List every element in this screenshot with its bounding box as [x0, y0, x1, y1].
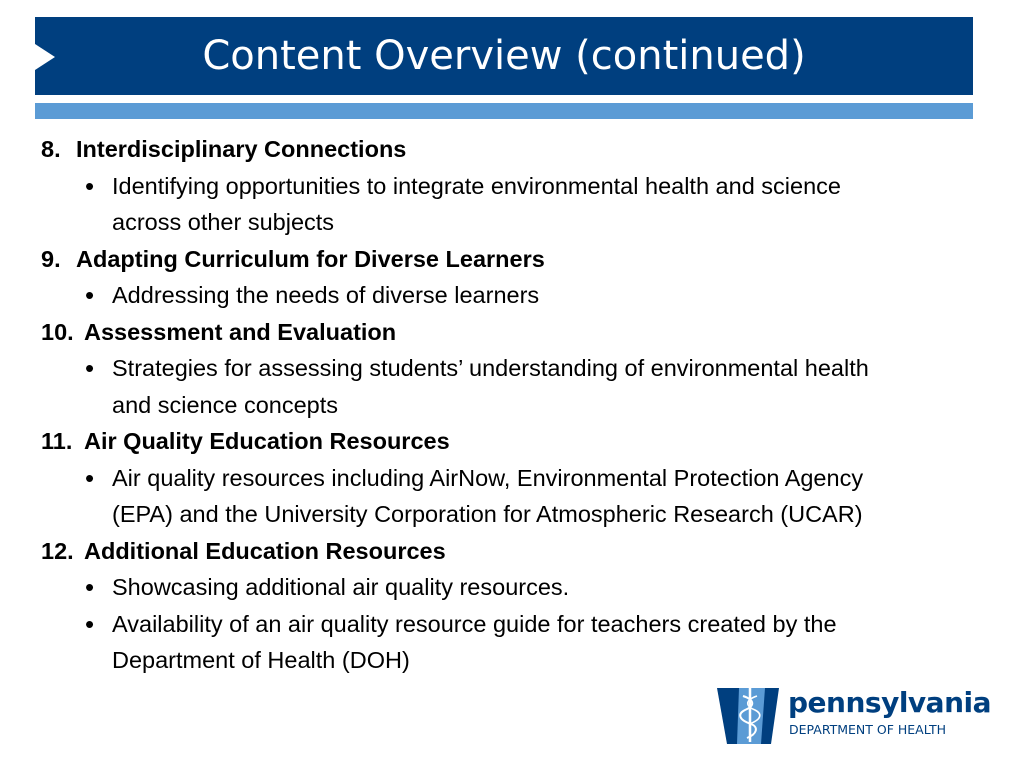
list-item — [41, 569, 971, 606]
list-item-text: Air quality resources including AirNow, Environmental Protection Agency — [112, 464, 864, 491]
section-heading — [41, 131, 971, 168]
list-item — [41, 277, 971, 314]
bullet-icon: • — [85, 280, 95, 310]
section-title: Additional Education Resources — [84, 537, 446, 564]
list-item — [41, 168, 971, 205]
list-item-continuation — [41, 387, 971, 424]
keystone-icon — [715, 682, 781, 746]
list-item-text: Availability of an air quality resource guide for teachers created by the — [112, 610, 837, 637]
section-heading — [41, 241, 971, 278]
section-number: 11. — [41, 428, 73, 454]
list-item-continuation — [41, 204, 971, 241]
list-item-text: Identifying opportunities to integrate environmental health and science — [112, 172, 841, 199]
list-item-text: Department of Health (DOH) — [112, 647, 410, 673]
list-item-text: and science concepts — [112, 391, 339, 418]
accent-bar — [35, 103, 973, 119]
bullet-icon: • — [85, 353, 95, 383]
section-title: Air Quality Education Resources — [84, 428, 450, 454]
bullet-icon: • — [85, 170, 95, 201]
section-heading — [41, 314, 971, 351]
section-number: 12. — [41, 537, 74, 564]
list-item-text: across other subjects — [112, 209, 335, 235]
list-item-text: Strategies for assessing students’ understanding of environmental health — [112, 355, 869, 381]
list-item-continuation — [41, 642, 971, 679]
section-number: 10. — [41, 318, 74, 345]
section-title: Adapting Curriculum for Diverse Learners — [76, 245, 545, 272]
bullet-icon: • — [85, 462, 95, 493]
bullet-icon: • — [85, 608, 95, 639]
section-title: Assessment and Evaluation — [84, 318, 397, 345]
list-item-text: Showcasing additional air quality resources. — [112, 574, 570, 600]
section-heading — [41, 423, 971, 460]
section-number: 8. — [41, 136, 61, 162]
list-item — [41, 460, 971, 497]
list-item-text: (EPA) and the University Corporation for Atmospheric Research (UCAR) — [112, 501, 863, 527]
page-title: Content Overview (continued) — [202, 33, 806, 79]
title-banner — [35, 17, 973, 95]
bullet-icon: • — [85, 572, 95, 602]
section-number: 9. — [41, 245, 61, 272]
logo-department: DEPARTMENT OF HEALTH — [789, 722, 946, 737]
logo-wordmark: pennsylvania — [788, 686, 991, 719]
section-title: Interdisciplinary Connections — [76, 136, 407, 162]
list-item — [41, 606, 971, 643]
pa-health-logo — [715, 682, 991, 746]
list-item-text: Addressing the needs of diverse learners — [112, 282, 540, 308]
section-heading — [41, 533, 971, 570]
list-item — [41, 350, 971, 387]
content-list — [41, 131, 971, 679]
list-item-continuation — [41, 496, 971, 533]
